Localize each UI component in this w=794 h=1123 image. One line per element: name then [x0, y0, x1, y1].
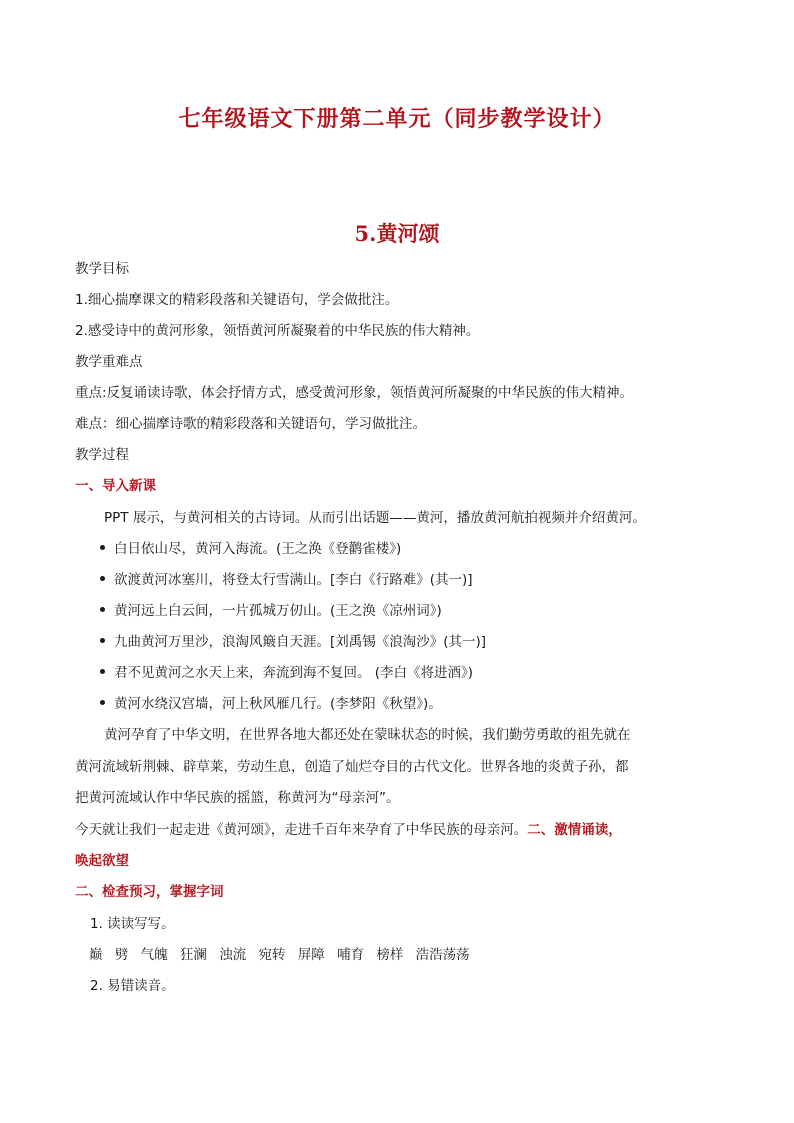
goals-heading: 教学目标 [75, 261, 129, 277]
important-point: 重点:反复诵读诗歌，体会抒情方式，感受黄河形象，领悟黄河所凝聚的中华民族的伟大精神。 [75, 385, 634, 401]
section1-heading: 一、导入新课 [75, 478, 156, 494]
goal-item-1: 1.细心揣摩课文的精彩段落和关键语句，学会做批注。 [75, 292, 399, 308]
bullet-icon [100, 700, 105, 705]
paragraph-line: 黄河流域斩荆棘、辟草莱，劳动生息，创造了灿烂夺目的古代文化。世界各地的炎黄子孙，都 [75, 759, 629, 775]
vocab-word: 浩浩荡荡 [415, 947, 470, 963]
poem-item: 黄河水绕汉宫墙，河上秋风雁几行。(李梦阳《秋望》)。 [100, 694, 442, 714]
vocab-word: 气魄 [140, 947, 168, 963]
bullet-icon [100, 576, 105, 581]
vocab-word: 狂澜 [179, 947, 207, 963]
section2-heading: 二、检查预习，掌握字词 [75, 884, 224, 900]
bullet-icon [100, 607, 105, 612]
paragraph-line: 黄河孕育了中华文明，在世界各地大都还处在蒙昧状态的时候，我们勤劳勇敢的祖先就在 [104, 727, 631, 743]
section1-intro: PPT 展示，与黄河相关的古诗词。从而引出话题——黄河，播放黄河航拍视频并介绍黄河。 [104, 510, 646, 526]
vocabulary-list [89, 945, 478, 965]
bullet-icon [100, 545, 105, 550]
poem-item: 白日依山尽，黄河入海流。(王之涣《登鹳雀楼》) [100, 539, 401, 559]
poem-item: 君不见黄河之水天上来，奔流到海不复回。 (李白《将进酒》) [100, 663, 473, 683]
vocab-word: 劈 [114, 947, 129, 963]
bullet-icon [100, 669, 105, 674]
poem-item: 黄河远上白云间，一片孤城万仞山。(王之涣《凉州词》) [100, 601, 442, 621]
poem-item: 九曲黄河万里沙，浪淘风簸自天涯。[刘禹锡《浪淘沙》(其一)] [100, 632, 486, 652]
document-title: 七年级语文下册第二单元（同步教学设计） [178, 106, 616, 132]
bullet-icon [100, 638, 105, 643]
vocab-word: 巅 [89, 947, 103, 963]
list-item: 2. 易错读音。 [90, 978, 175, 994]
list-item: 1. 读读写写。 [90, 916, 175, 932]
key-points-heading: 教学重难点 [75, 354, 143, 370]
vocab-word: 屏障 [297, 947, 325, 963]
difficult-point: 难点：细心揣摩诗歌的精彩段落和关键语句，学习做批注。 [75, 416, 426, 432]
goal-item-2: 2.感受诗中的黄河形象，领悟黄河所凝聚着的中华民族的伟大精神。 [75, 323, 480, 339]
paragraph-line: 今天就让我们一起走进《黄河颂》，走进千百年来孕育了中华民族的母亲河。二、激情诵读， [75, 822, 622, 838]
vocab-word: 榜样 [376, 947, 404, 963]
vocab-word: 浊流 [219, 947, 247, 963]
vocab-word: 宛转 [258, 947, 286, 963]
lesson-title: 5.黄河颂 [354, 221, 440, 246]
vocab-word: 哺育 [337, 947, 365, 963]
section-heading-inline: 唤起欲望 [75, 853, 129, 869]
process-heading: 教学过程 [75, 447, 129, 463]
poem-item: 欲渡黄河冰塞川，将登太行雪满山。[李白《行路难》(其一)] [100, 570, 473, 590]
paragraph-line: 把黄河流域认作中华民族的摇篮，称黄河为“母亲河”。 [75, 790, 400, 806]
section-heading-inline: 二、激情诵读， [527, 822, 622, 838]
